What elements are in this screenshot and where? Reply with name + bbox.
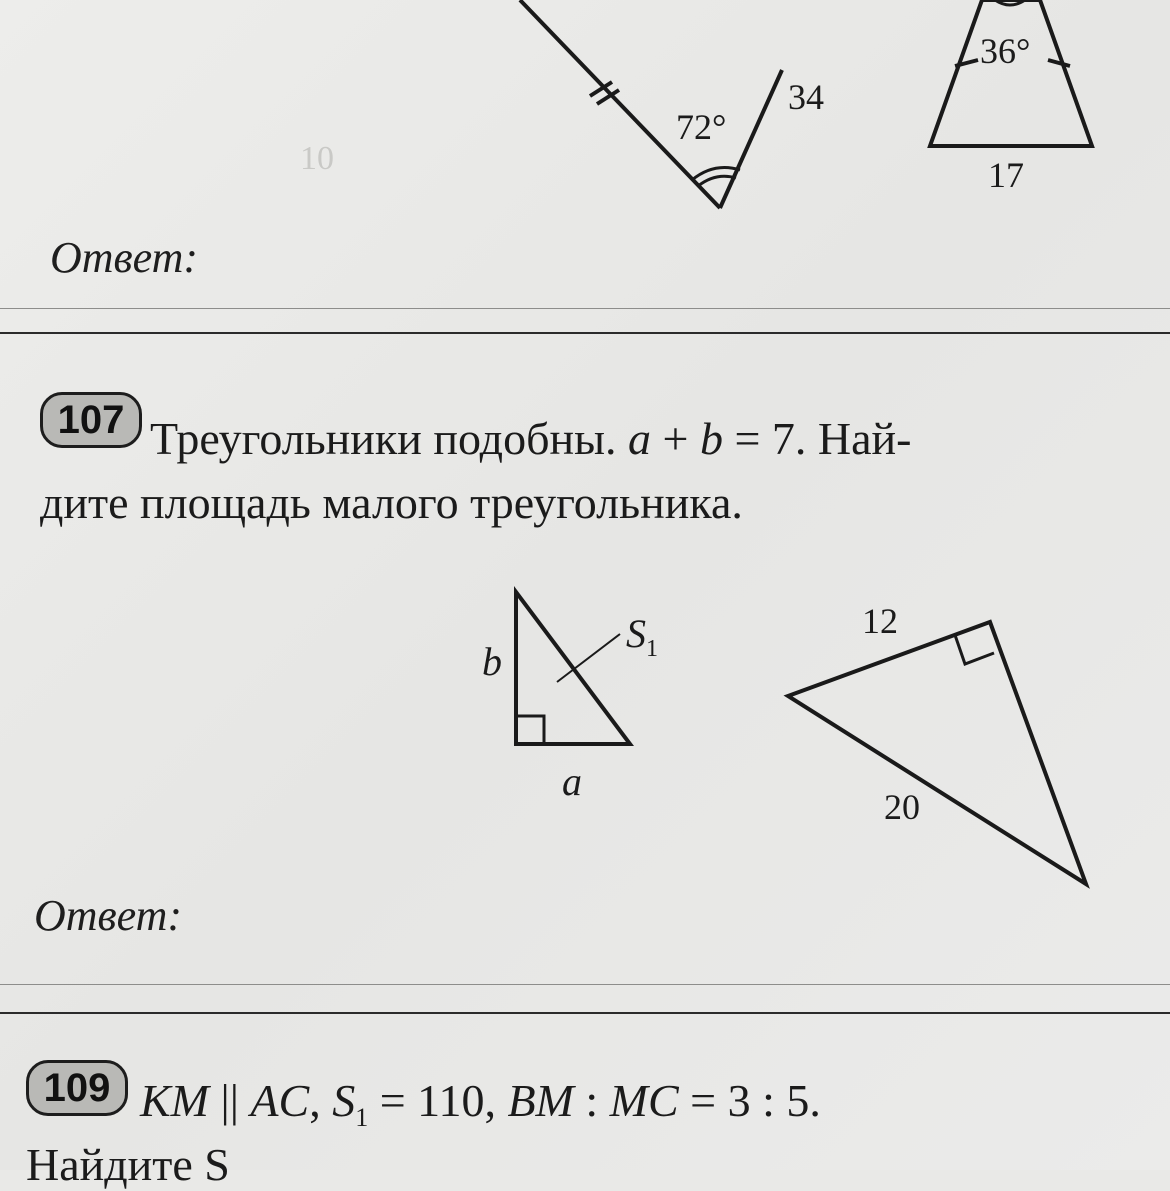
- task-107-line2: дите площадь малого треугольника.: [40, 477, 743, 528]
- area-s-subscript: 1: [355, 1103, 369, 1133]
- divider-thin-bottom: [0, 984, 1170, 985]
- area-label-s1: [626, 610, 658, 663]
- isosceles-triangle: [930, 0, 1092, 146]
- task-107-line1: [150, 412, 911, 465]
- ratio: = 3 : 5.: [678, 1075, 821, 1126]
- leg-label-b: b: [482, 639, 502, 684]
- segment-km: KM: [140, 1075, 209, 1126]
- segment-ac: AC: [250, 1075, 310, 1126]
- task-number-badge-109: 109: [26, 1060, 128, 1116]
- bleed-through: 10: [300, 140, 334, 177]
- variable-b: b: [699, 413, 723, 464]
- answer-label-107: Ответ:: [34, 891, 183, 940]
- plus-sign: +: [651, 413, 700, 464]
- answer-label-top: Ответ:: [50, 233, 199, 282]
- segment-mc: MC: [609, 1075, 679, 1126]
- task-107-text-a: Треугольники подобны.: [150, 413, 628, 464]
- area-label-s: S: [626, 611, 646, 656]
- parallel-sign: ||: [209, 1075, 251, 1126]
- task-109-line1: [140, 1074, 821, 1133]
- divider-thin: [0, 308, 1170, 309]
- colon: :: [573, 1075, 610, 1126]
- separator: ,: [309, 1075, 333, 1126]
- area-s: S: [332, 1075, 356, 1126]
- leg-label-a: a: [562, 759, 582, 804]
- angle-label-36: 36°: [980, 31, 1031, 71]
- task-107-text-b: = 7. Най-: [722, 413, 912, 464]
- hypotenuse-label-20: 20: [884, 787, 920, 827]
- area-equals: = 110,: [368, 1075, 508, 1126]
- task-number-badge-107: 107: [40, 392, 142, 448]
- segment-bm: BM: [507, 1075, 574, 1126]
- angle-label-72: 72°: [676, 107, 727, 147]
- task-109-line2: Найдите S: [26, 1139, 230, 1190]
- side-label-17: 17: [988, 155, 1024, 195]
- angle-figure: [520, 0, 782, 208]
- divider-top: [0, 332, 1170, 334]
- divider-bottom: [0, 1012, 1170, 1014]
- leg-label-12: 12: [862, 601, 898, 641]
- small-right-triangle: [516, 592, 630, 744]
- area-label-subscript: 1: [646, 636, 658, 662]
- large-right-triangle: [788, 622, 1086, 884]
- variable-a: a: [628, 413, 651, 464]
- side-label-34: 34: [788, 77, 824, 117]
